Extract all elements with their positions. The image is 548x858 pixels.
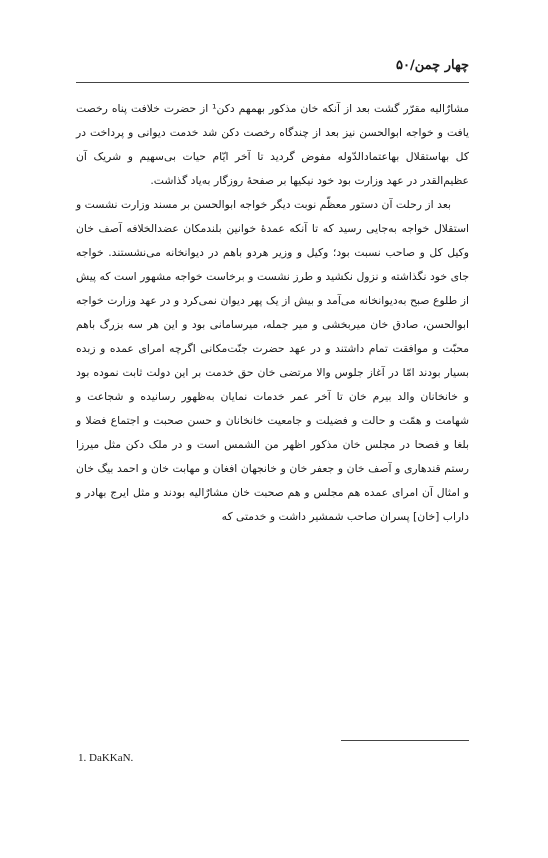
footnote-divider xyxy=(341,740,469,741)
page-title: چهار چمن/۵۰ xyxy=(396,58,469,73)
page-header xyxy=(76,58,469,73)
paragraph-2: بعد از رحلت آن دستور معظّم نوبت دیگر خواجه ابوالحسن بر مسند وزارت نشست و استقلال خواجه به‌جایی رسید که تا آنکه عمدهٔ خوانین بلندمکان عضدالخلافه آصف خان وکیل کل و صاحب نسبت بود؛ وکیل و وزیر هردو باهم در دیوانخانه می‌نشستند. خواجه جای خود نگذاشته و نزول نکشید و طرز نشست و برخاست خواجه مشهور است که پیش از طلوع صبح به‌دیوانخانه می‌آمد و بیش از یک پهر دیوان نمی‌کرد و در عهد وزارت خواجه ابوالحسن، صادق خان میربخشی و میر جمله، میرسامانی بود و این هر سه بزرگ باهم محبّت و موافقت تمام داشتند و در عهد حضرت جنّت‌مکانی اگرچه امرای عمده و زبده بسیار بودند امّا در آغاز جلوس والا مرتضی خان حق خدمت بر این دولت ثابت نموده بود و خانخانان والد بیرم خان تا آخر عمر خدمات نمایان به‌ظهور رسانیده و شجاعت و شهامت و همّت و حالت و فضیلت و جامعیت خانخانان و حسن صحبت و اجتماع فضلا و بلغا و فصحا در مجلس خان مذکور اظهر من الشمس است و در ملک دکن مثل میرزا رستم قندهاری و آصف خان و جعفر خان و خانجهان افغان و مهابت خان و احمد بیگ خان و امثال آن امرای عمده هم مجلس و هم صحبت خان مشارٌالیه بودند و مثل ایرج بهادر و داراب [خان] پسران صاحب شمشیر داشت و خدمتی که xyxy=(76,198,469,523)
footnote xyxy=(78,752,133,764)
main-text xyxy=(76,97,469,529)
footnote-text: 1. DaKKaN. xyxy=(78,752,134,764)
header-divider xyxy=(76,82,469,83)
paragraph-1: مشارٌالیه مقرّر گشت بعد از آنکه خان مذکور بهمهم دکن¹ از حضرت خلافت پناه رخصت یافت و خواجه ابوالحسن نیز بعد از چندگاه رخصت دکن شد خدمت دیوانی و پرداخت در کل بهاستقلال بهاعتمادالدّوله مفوض گردید تا آخر ایّام حیات بی‌سهیم و شریک آن عظیم‌القدر در عهد وزارت بود خود نیکیها بر صفحهٔ روزگار به‌یاد گذاشت. xyxy=(76,102,469,187)
